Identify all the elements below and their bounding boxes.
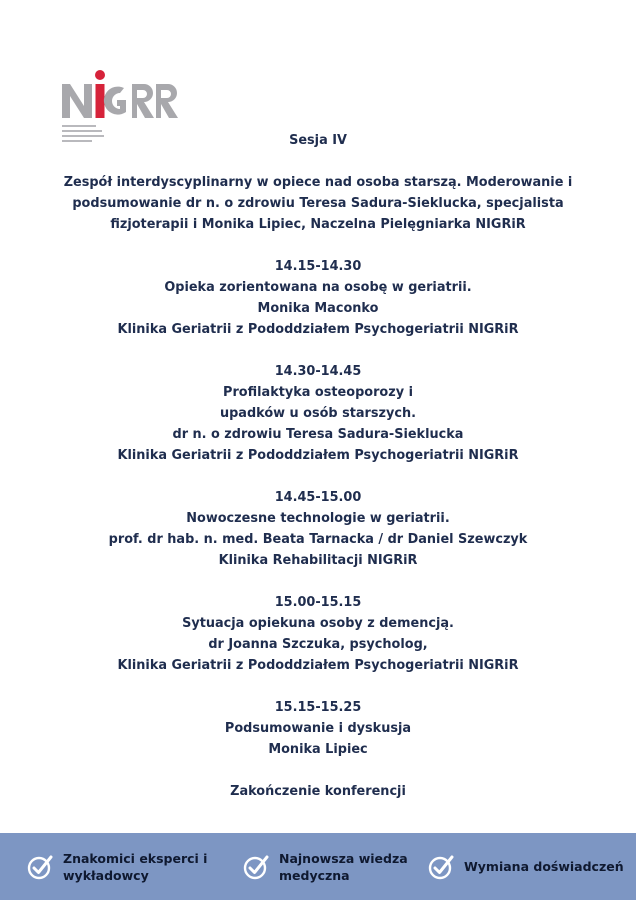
agenda-item xyxy=(0,487,636,571)
feature-label-line: Najnowsza wiedza xyxy=(279,850,408,866)
footer-band xyxy=(0,833,636,900)
feature-label-line: medyczna xyxy=(279,867,350,883)
agenda-topic: upadków u osób starszych. xyxy=(219,406,417,421)
agenda-speaker: Monika Maconko xyxy=(257,301,379,316)
agenda-topic: Podsumowanie i dyskusja xyxy=(224,721,412,736)
agenda-speaker: prof. dr hab. n. med. Beata Tarnacka / dr Daniel Szewczyk xyxy=(108,532,528,547)
closing-text: Zakończenie konferencji xyxy=(230,784,406,799)
agenda-topic: Sytuacja opiekuna osoby z demencją. xyxy=(182,616,454,631)
agenda-item xyxy=(0,697,636,760)
agenda-time: 14.15-14.30 xyxy=(274,259,362,274)
agenda-item xyxy=(0,592,636,676)
feature-label-line: Znakomici eksperci i xyxy=(63,850,208,866)
check-circle-icon xyxy=(27,854,53,880)
feature-label xyxy=(63,850,207,884)
session-intro xyxy=(0,172,636,235)
program-content xyxy=(0,130,636,802)
feature-label-line: Wymiana doświadczeń xyxy=(464,859,624,874)
agenda-speaker: dr n. o zdrowiu Teresa Sadura-Sieklucka xyxy=(172,427,464,442)
agenda-affiliation: Klinika Geriatrii z Pododdziałem Psychogeriatrii NIGRiR xyxy=(117,448,519,463)
feature-label xyxy=(464,858,624,875)
intro-line: fizjoterapii i Monika Lipiec, Naczelna Pielęgniarka NIGRiR xyxy=(110,217,526,232)
feature-knowledge xyxy=(243,833,408,900)
agenda-topic: Opieka zorientowana na osobę w geriatrii. xyxy=(164,280,472,295)
agenda-time: 15.00-15.15 xyxy=(274,595,362,610)
agenda-speaker: dr Joanna Szczuka, psycholog, xyxy=(208,637,428,652)
agenda-time: 15.15-15.25 xyxy=(274,700,362,715)
check-circle-icon xyxy=(428,854,454,880)
agenda-affiliation: Klinika Rehabilitacji NIGRiR xyxy=(218,553,418,568)
intro-line: podsumowanie dr n. o zdrowiu Teresa Sadura-Sieklucka, specjalista xyxy=(72,196,564,211)
agenda-topic: Nowoczesne technologie w geriatrii. xyxy=(186,511,450,526)
agenda-time: 14.30-14.45 xyxy=(274,364,362,379)
check-circle-icon xyxy=(243,854,269,880)
agenda-item xyxy=(0,256,636,340)
feature-label-line: wykładowcy xyxy=(63,867,149,883)
agenda-affiliation: Klinika Geriatrii z Pododdziałem Psychogeriatrii NIGRiR xyxy=(117,322,519,337)
session-title: Sesja IV xyxy=(289,133,347,148)
agenda-topic: Profilaktyka osteoporozy i xyxy=(223,385,413,400)
agenda-time: 14.45-15.00 xyxy=(274,490,362,505)
feature-experts xyxy=(27,833,207,900)
intro-line: Zespół interdyscyplinarny w opiece nad osoba starszą. Moderowanie i xyxy=(63,175,573,190)
agenda-speaker: Monika Lipiec xyxy=(268,742,368,757)
feature-exchange xyxy=(428,833,624,900)
agenda-affiliation: Klinika Geriatrii z Pododdziałem Psychogeriatrii NIGRiR xyxy=(117,658,519,673)
agenda-item xyxy=(0,361,636,466)
feature-label xyxy=(279,850,408,884)
